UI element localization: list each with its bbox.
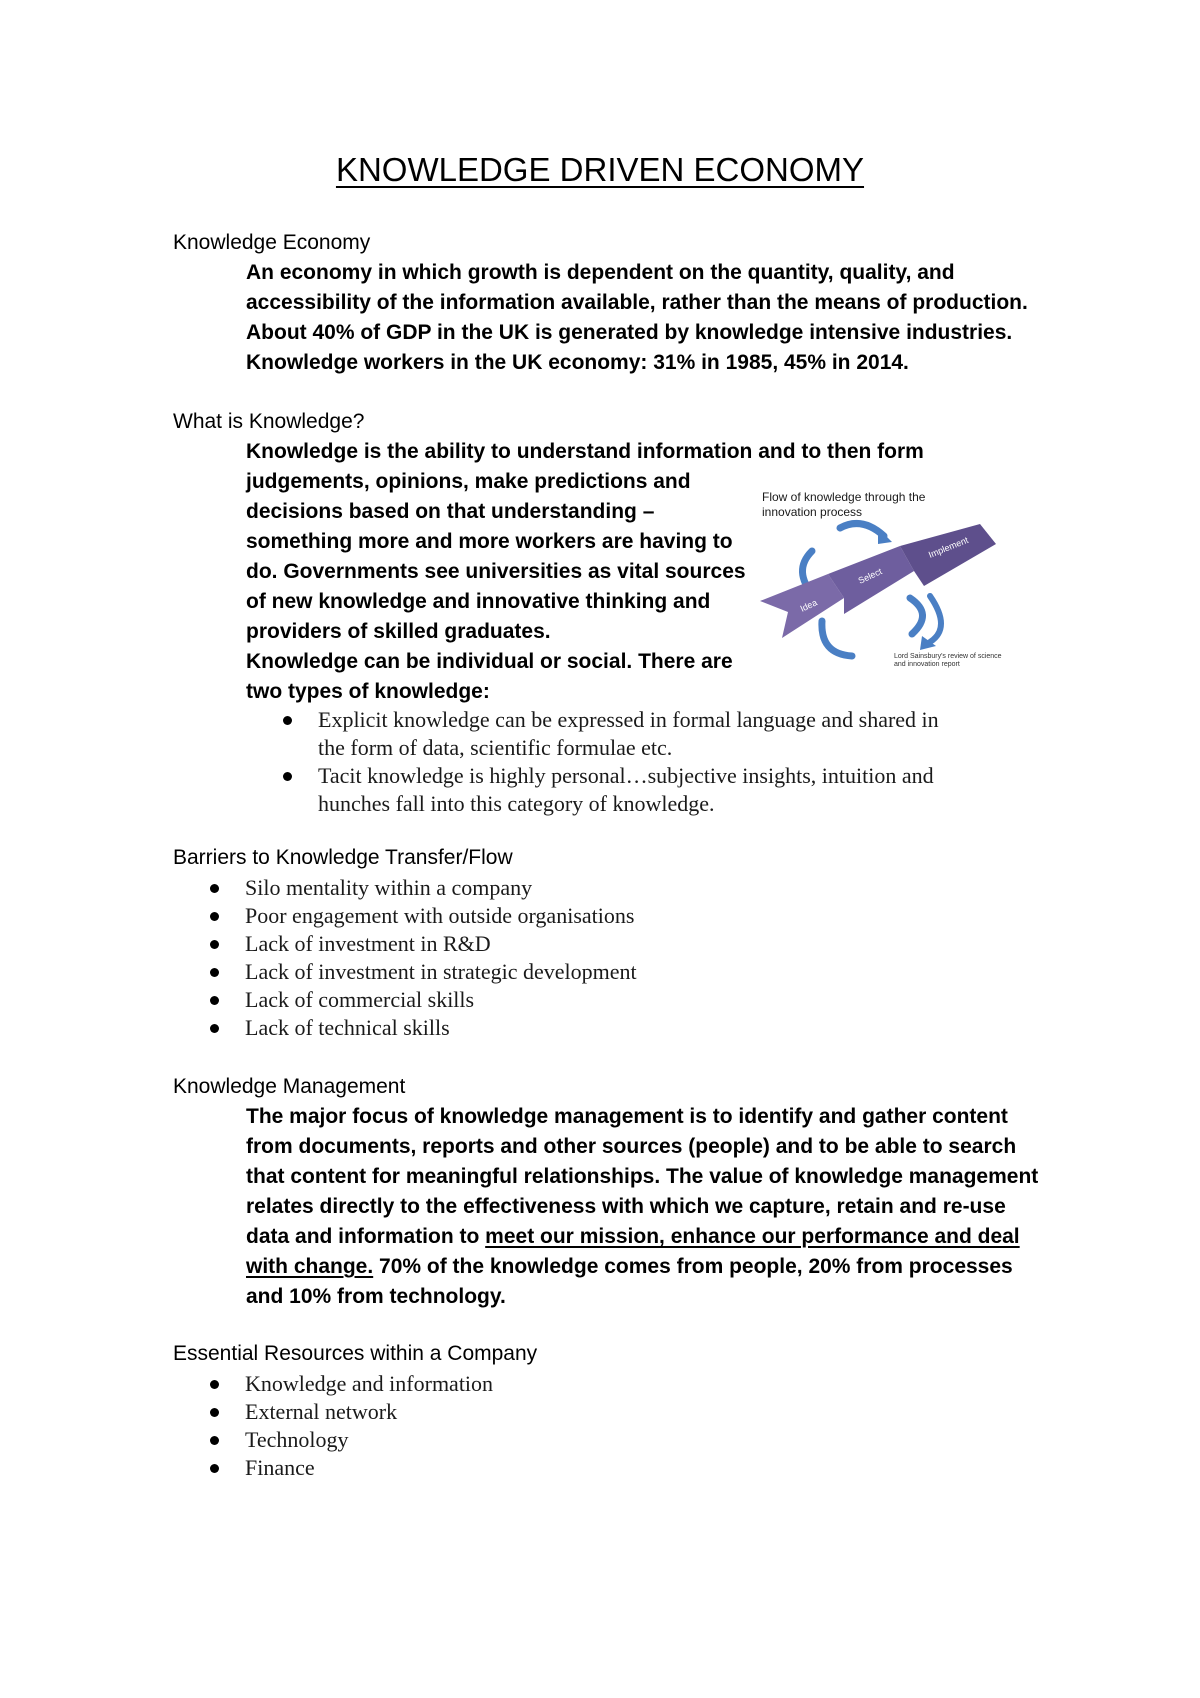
figure-source <box>894 653 1002 669</box>
bullet-icon <box>210 1464 219 1473</box>
text-line: from documents, reports and other sources (people) and to be able to search <box>246 1135 1017 1158</box>
heading-knowledge-management: Knowledge Management <box>173 1075 406 1098</box>
text-line: Knowledge can be individual or social. There are <box>246 650 733 673</box>
list-item-line: the form of data, scientific formulae etc. <box>318 735 673 760</box>
list-item <box>245 902 637 930</box>
list-item <box>245 958 637 986</box>
text-line: relates directly to the effectiveness with which we capture, retain and re-use <box>246 1195 1006 1218</box>
arrow-label-idea: Idea <box>798 597 819 614</box>
list-item-line: hunches fall into this category of knowledge. <box>318 791 715 816</box>
heading-essential-resources: Essential Resources within a Company <box>173 1342 538 1365</box>
page-title: KNOWLEDGE DRIVEN ECONOMY <box>335 151 865 188</box>
underlined-phrase: meet our mission, enhance our performance and deal <box>485 1225 1020 1248</box>
list-item <box>318 762 939 818</box>
text-line: The major focus of knowledge management is to identify and gather content <box>246 1105 1008 1128</box>
text-line: decisions based on that understanding – <box>246 500 655 523</box>
list-item <box>245 1370 493 1398</box>
text-line: two types of knowledge: <box>246 680 490 703</box>
list-item-text: Lack of technical skills <box>245 1015 450 1040</box>
list-item <box>245 1454 493 1482</box>
arrow-label-implement: Implement <box>927 534 970 560</box>
cycle-arrow-icon <box>822 621 852 656</box>
list-item <box>245 1398 493 1426</box>
paragraph-knowledge-management <box>246 1102 1038 1312</box>
text-fragment: 70% of the knowledge comes from people, 20% from processes <box>373 1255 1013 1278</box>
text-line: Knowledge is the ability to understand information and to then form <box>246 440 924 463</box>
list-item-text: Finance <box>245 1455 315 1480</box>
innovation-flow-diagram <box>752 486 1016 676</box>
figure-source-line: and innovation report <box>894 661 960 668</box>
bullet-icon <box>210 884 219 893</box>
list-item-text: Lack of investment in strategic development <box>245 959 637 984</box>
cycle-arrowhead-icon <box>878 528 892 544</box>
list-item <box>245 1426 493 1454</box>
chevron-implement-icon <box>900 524 996 586</box>
bullet-icon <box>283 716 292 725</box>
list-item <box>318 706 939 762</box>
list-item-text: Lack of investment in R&D <box>245 931 491 956</box>
barriers-list <box>245 874 637 1042</box>
text-line: About 40% of GDP in the UK is generated by knowledge intensive industries. <box>246 321 1013 344</box>
innovation-process-figure <box>752 486 1016 676</box>
text-line: do. Governments see universities as vital sources <box>246 560 746 583</box>
cycle-arrow-icon <box>840 524 884 537</box>
text-line: of new knowledge and innovative thinking and <box>246 590 711 613</box>
figure-caption-line: Flow of knowledge through the <box>762 490 926 504</box>
bullet-icon <box>210 1408 219 1417</box>
paragraph-knowledge-economy <box>246 258 1028 378</box>
list-item-text: Technology <box>245 1427 349 1452</box>
list-item-text: Poor engagement with outside organisations <box>245 903 635 928</box>
list-item-text: Lack of commercial skills <box>245 987 475 1012</box>
arrow-label-select: Select <box>856 566 884 586</box>
knowledge-types-list <box>318 706 939 818</box>
text-line: and 10% from technology. <box>246 1285 506 1308</box>
text-line: providers of skilled graduates. <box>246 620 551 643</box>
text-fragment: data and information to <box>246 1225 486 1248</box>
list-item-text: Silo mentality within a company <box>245 875 533 900</box>
heading-knowledge-economy: Knowledge Economy <box>173 231 371 254</box>
figure-caption-line: innovation process <box>762 505 863 519</box>
cycle-arrow-icon <box>910 598 923 634</box>
text-line: something more and more workers are having to <box>246 530 733 553</box>
bullet-icon <box>210 968 219 977</box>
heading-what-is-knowledge: What is Knowledge? <box>173 410 365 433</box>
list-item-text: Knowledge and information <box>245 1371 494 1396</box>
bullet-icon <box>210 912 219 921</box>
list-item <box>245 930 637 958</box>
bullet-icon <box>210 1380 219 1389</box>
list-item-line: Tacit knowledge is highly personal…subjective insights, intuition and <box>318 763 934 788</box>
bullet-icon <box>210 1436 219 1445</box>
text-line: judgements, opinions, make predictions and <box>246 470 691 493</box>
heading-barriers: Barriers to Knowledge Transfer/Flow <box>173 846 513 869</box>
list-item-text: External network <box>245 1399 398 1424</box>
list-item <box>245 874 637 902</box>
list-item <box>245 986 637 1014</box>
list-item-line: Explicit knowledge can be expressed in formal language and shared in <box>318 707 939 732</box>
text-line <box>246 1252 1038 1282</box>
cycle-arrow-icon <box>930 596 941 642</box>
list-item <box>245 1014 637 1042</box>
figure-source-line: Lord Sainsbury's review of science <box>894 653 1002 660</box>
bullet-icon <box>210 996 219 1005</box>
text-line: An economy in which growth is dependent on the quantity, quality, and <box>246 261 955 284</box>
text-line: accessibility of the information available, rather than the means of production. <box>246 291 1028 314</box>
bullet-icon <box>283 772 292 781</box>
bullet-icon <box>210 1024 219 1033</box>
text-line: that content for meaningful relationships. The value of knowledge management <box>246 1165 1039 1188</box>
text-line <box>246 1222 1038 1252</box>
bullet-icon <box>210 940 219 949</box>
essential-resources-list <box>245 1370 493 1482</box>
underlined-phrase: with change. <box>246 1255 374 1278</box>
text-line: Knowledge workers in the UK economy: 31% in 1985, 45% in 2014. <box>246 351 909 374</box>
